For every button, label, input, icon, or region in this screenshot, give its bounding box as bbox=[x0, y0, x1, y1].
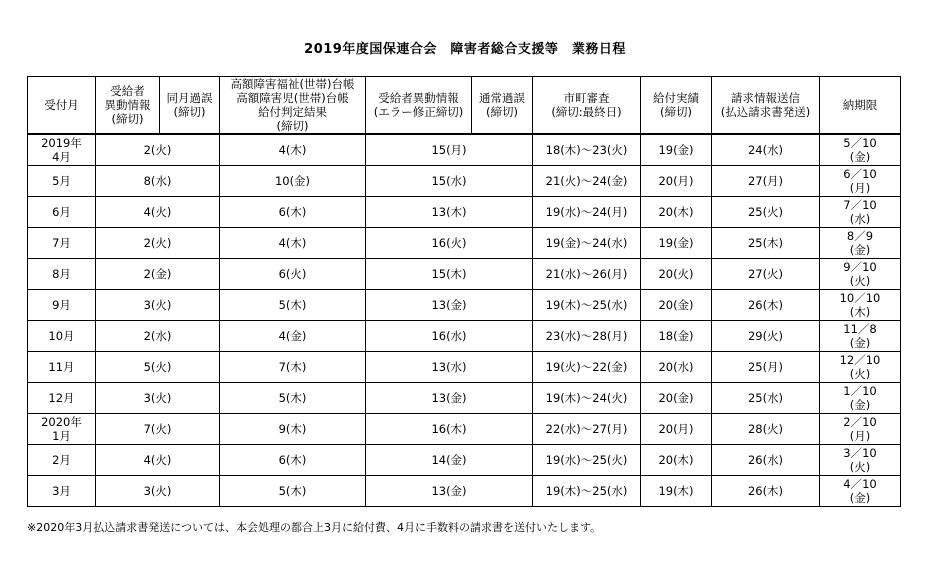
cell-shinsa: 19(木)～25(水) bbox=[533, 475, 641, 506]
table-row bbox=[28, 289, 901, 320]
cell-jisseki: 18(金) bbox=[641, 320, 712, 351]
cell-ido: 3(火) bbox=[96, 382, 220, 413]
cell-error: 14(金) bbox=[366, 444, 533, 475]
cell-error: 16(火) bbox=[366, 227, 533, 258]
cell-shinsa: 19(木)～24(火) bbox=[533, 382, 641, 413]
cell-kogaku: 4(金) bbox=[220, 320, 366, 351]
cell-seikyu: 25(木) bbox=[712, 227, 820, 258]
cell-ido: 3(火) bbox=[96, 475, 220, 506]
cell-shinsa: 21(水)～26(月) bbox=[533, 258, 641, 289]
page-title: 2019年度国保連合会 障害者総合支援等 業務日程 bbox=[304, 42, 626, 57]
cell-shinsa: 22(水)～27(月) bbox=[533, 413, 641, 444]
cell-error: 15(木) bbox=[366, 258, 533, 289]
cell-kogaku: 4(木) bbox=[220, 134, 366, 165]
table-row bbox=[28, 258, 901, 289]
cell-error: 16(水) bbox=[366, 320, 533, 351]
cell-ido: 4(火) bbox=[96, 196, 220, 227]
table-row bbox=[28, 227, 901, 258]
cell-seikyu: 26(水) bbox=[712, 444, 820, 475]
cell-jisseki: 20(月) bbox=[641, 413, 712, 444]
header-shinsa: 市町審査 (締切:最終日) bbox=[533, 77, 641, 135]
cell-shinsa: 23(水)～28(月) bbox=[533, 320, 641, 351]
cell-ido: 8(水) bbox=[96, 165, 220, 196]
cell-noki: 11／8 (金) bbox=[820, 320, 901, 351]
cell-ido: 7(火) bbox=[96, 413, 220, 444]
cell-kogaku: 5(木) bbox=[220, 475, 366, 506]
cell-jisseki: 20(金) bbox=[641, 382, 712, 413]
cell-kogaku: 4(木) bbox=[220, 227, 366, 258]
header-tsujo: 通常過誤 (締切) bbox=[472, 77, 533, 135]
cell-month: 8月 bbox=[28, 258, 96, 289]
header-uketsuke: 受付月 bbox=[28, 77, 96, 135]
header-error: 受給者異動情報 (エラー修正締切) bbox=[366, 77, 472, 135]
cell-noki: 7／10 (水) bbox=[820, 196, 901, 227]
cell-ido: 2(水) bbox=[96, 320, 220, 351]
header-seikyu: 請求情報送信 (払込請求書発送) bbox=[712, 77, 820, 135]
table-row bbox=[28, 320, 901, 351]
cell-shinsa: 19(木)～25(水) bbox=[533, 289, 641, 320]
cell-noki: 2／10 (月) bbox=[820, 413, 901, 444]
table-row bbox=[28, 351, 901, 382]
cell-kogaku: 6(火) bbox=[220, 258, 366, 289]
cell-seikyu: 27(火) bbox=[712, 258, 820, 289]
table-row bbox=[28, 196, 901, 227]
header-dogetsu: 同月過誤 (締切) bbox=[160, 77, 220, 135]
cell-kogaku: 6(木) bbox=[220, 196, 366, 227]
cell-error: 13(木) bbox=[366, 196, 533, 227]
cell-ido: 2(金) bbox=[96, 258, 220, 289]
cell-noki: 6／10 (月) bbox=[820, 165, 901, 196]
cell-error: 13(金) bbox=[366, 382, 533, 413]
cell-noki: 3／10 (火) bbox=[820, 444, 901, 475]
cell-month: 2019年 4月 bbox=[28, 134, 96, 165]
cell-seikyu: 25(月) bbox=[712, 351, 820, 382]
header-jisseki: 給付実績 (締切) bbox=[641, 77, 712, 135]
header-ido: 受給者 異動情報 (締切) bbox=[96, 77, 160, 135]
cell-noki: 1／10 (金) bbox=[820, 382, 901, 413]
table-row bbox=[28, 165, 901, 196]
cell-error: 13(金) bbox=[366, 475, 533, 506]
cell-seikyu: 27(月) bbox=[712, 165, 820, 196]
cell-kogaku: 5(木) bbox=[220, 289, 366, 320]
cell-jisseki: 20(火) bbox=[641, 258, 712, 289]
cell-seikyu: 29(火) bbox=[712, 320, 820, 351]
cell-month: 3月 bbox=[28, 475, 96, 506]
cell-shinsa: 18(木)～23(火) bbox=[533, 134, 641, 165]
cell-kogaku: 7(木) bbox=[220, 351, 366, 382]
cell-ido: 2(火) bbox=[96, 134, 220, 165]
cell-month: 7月 bbox=[28, 227, 96, 258]
cell-error: 16(木) bbox=[366, 413, 533, 444]
table-row bbox=[28, 382, 901, 413]
cell-shinsa: 19(水)～24(月) bbox=[533, 196, 641, 227]
cell-noki: 9／10 (火) bbox=[820, 258, 901, 289]
cell-kogaku: 6(木) bbox=[220, 444, 366, 475]
cell-jisseki: 20(木) bbox=[641, 196, 712, 227]
cell-month: 6月 bbox=[28, 196, 96, 227]
cell-shinsa: 21(火)～24(金) bbox=[533, 165, 641, 196]
cell-kogaku: 9(木) bbox=[220, 413, 366, 444]
cell-ido: 5(火) bbox=[96, 351, 220, 382]
cell-ido: 3(火) bbox=[96, 289, 220, 320]
cell-error: 15(月) bbox=[366, 134, 533, 165]
cell-seikyu: 26(木) bbox=[712, 475, 820, 506]
table-row bbox=[28, 444, 901, 475]
cell-error: 13(金) bbox=[366, 289, 533, 320]
header-kogaku: 高額障害福祉(世帯)台帳 高額障害児(世帯)台帳 給付判定結果 (締切) bbox=[220, 77, 366, 135]
cell-month: 10月 bbox=[28, 320, 96, 351]
cell-seikyu: 26(木) bbox=[712, 289, 820, 320]
cell-seikyu: 28(火) bbox=[712, 413, 820, 444]
cell-shinsa: 19(水)～25(火) bbox=[533, 444, 641, 475]
table-row bbox=[28, 475, 901, 506]
cell-shinsa: 19(火)～22(金) bbox=[533, 351, 641, 382]
cell-jisseki: 19(金) bbox=[641, 227, 712, 258]
cell-month: 11月 bbox=[28, 351, 96, 382]
footnote: ※2020年3月払込請求書発送については、本会処理の都合上3月に給付費、4月に手数料の請求書を送付いたします。 bbox=[27, 521, 602, 534]
table-row bbox=[28, 413, 901, 444]
cell-jisseki: 19(木) bbox=[641, 475, 712, 506]
header-row bbox=[28, 77, 901, 135]
cell-month: 2020年 1月 bbox=[28, 413, 96, 444]
cell-noki: 12／10 (火) bbox=[820, 351, 901, 382]
cell-jisseki: 20(月) bbox=[641, 165, 712, 196]
cell-month: 12月 bbox=[28, 382, 96, 413]
cell-noki: 5／10 (金) bbox=[820, 134, 901, 165]
cell-jisseki: 19(金) bbox=[641, 134, 712, 165]
cell-error: 13(水) bbox=[366, 351, 533, 382]
cell-seikyu: 25(水) bbox=[712, 382, 820, 413]
cell-kogaku: 10(金) bbox=[220, 165, 366, 196]
header-noki: 納期限 bbox=[820, 77, 901, 135]
cell-month: 2月 bbox=[28, 444, 96, 475]
cell-shinsa: 19(金)～24(水) bbox=[533, 227, 641, 258]
cell-noki: 8／9 (金) bbox=[820, 227, 901, 258]
cell-jisseki: 20(金) bbox=[641, 289, 712, 320]
cell-seikyu: 25(火) bbox=[712, 196, 820, 227]
schedule-table bbox=[27, 76, 901, 507]
cell-ido: 4(火) bbox=[96, 444, 220, 475]
cell-error: 15(水) bbox=[366, 165, 533, 196]
cell-month: 5月 bbox=[28, 165, 96, 196]
cell-jisseki: 20(水) bbox=[641, 351, 712, 382]
cell-seikyu: 24(水) bbox=[712, 134, 820, 165]
cell-ido: 2(火) bbox=[96, 227, 220, 258]
table-row bbox=[28, 134, 901, 165]
cell-noki: 4／10 (金) bbox=[820, 475, 901, 506]
cell-kogaku: 5(木) bbox=[220, 382, 366, 413]
cell-noki: 10／10 (木) bbox=[820, 289, 901, 320]
cell-month: 9月 bbox=[28, 289, 96, 320]
cell-jisseki: 20(木) bbox=[641, 444, 712, 475]
